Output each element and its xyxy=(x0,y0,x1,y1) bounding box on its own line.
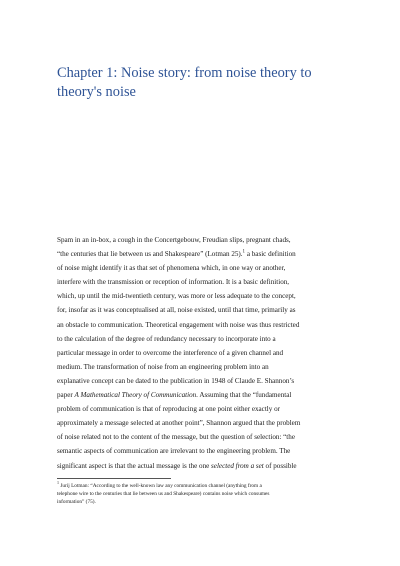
footnote-line: telephone wire to the centuries that lie between us and Shakespeare) contains noise which consumes xyxy=(57,491,270,497)
body-line: medium. The transformation of noise from an engineering problem into an xyxy=(57,362,269,371)
paper-title-italic: A Mathematical Theory of Communication xyxy=(74,391,197,400)
body-line: semantic aspects of communication are irrelevant to the engineering problem. The xyxy=(57,447,291,456)
body-paragraph xyxy=(57,233,347,473)
body-line: interfere with the transmission or reception of information. It is a basic definition, xyxy=(57,278,290,287)
footnote-line xyxy=(57,482,347,490)
body-line-text: significant aspect is that the actual message is the one xyxy=(57,461,212,470)
body-line-text: paper xyxy=(57,391,75,400)
body-line: of noise related not to the content of the message, but the question of selection: “the xyxy=(57,433,295,442)
body-line: particular message in order to overcome the interference of a given channel and xyxy=(57,348,284,357)
body-line-text: of possible xyxy=(263,461,297,470)
body-line-text: “the centuries that lie between us and Shakespeare” (Lotman 25). xyxy=(57,250,243,259)
body-line xyxy=(57,459,347,473)
body-line: approximately a message selected at another point”, Shannon argued that the problem xyxy=(57,419,301,428)
body-line: to the calculation of the degree of redundancy necessary to incorporate into a xyxy=(57,334,276,343)
body-line-text: . Assuming that the “fundamental xyxy=(196,391,292,400)
footnote-line: information” (75). xyxy=(57,499,96,505)
body-line: an obstacle to communication. Theoretical engagement with noise was thus restricted xyxy=(57,320,300,329)
body-line-text: a basic definition xyxy=(245,250,296,259)
body-line xyxy=(57,388,347,402)
footnote-reference[interactable]: 1 xyxy=(242,249,246,255)
footnote-separator xyxy=(57,478,171,479)
chapter-title: Chapter 1: Noise story: from noise theory to theory's noise xyxy=(57,65,312,100)
emphasis-italic: selected from a set xyxy=(211,461,264,470)
body-line: Spam in an in-box, a cough in the Concertgebouw, Freudian slips, pregnant chads, xyxy=(57,236,291,244)
footnote-line-text: Jurij Lotman: “According to the well-known law any communication channel (anything from a xyxy=(60,483,262,489)
body-line: explanative concept can be dated to the publication in 1948 of Claude E. Shannon’s xyxy=(57,376,295,385)
body-line xyxy=(57,247,347,261)
footnote-number: 1 xyxy=(57,480,59,486)
body-line: of noise might identify it as that set of phenomena which, in one way or another, xyxy=(57,264,286,273)
body-line: which, up until the mid-twentieth century, was more or less adequate to the concept, xyxy=(57,292,296,301)
footnote xyxy=(57,482,347,506)
body-line: for, insofar as it was conceptualised at all, noise existed, until that time, primarily as xyxy=(57,306,296,315)
body-line: problem of communication is that of reproducing at one point either exactly or xyxy=(57,405,280,414)
